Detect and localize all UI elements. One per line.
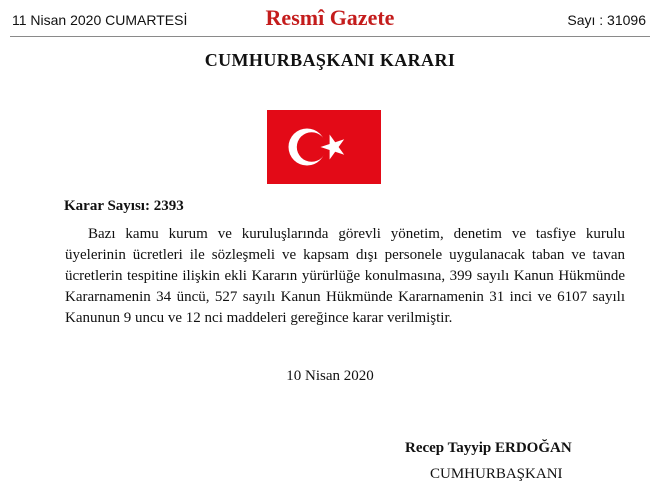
signer-name: Recep Tayyip ERDOĞAN: [405, 440, 572, 456]
gazette-header: [0, 0, 660, 40]
decision-body: Bazı kamu kurum ve kuruluşlarında görevli yönetim, denetim ve tasfiye kurulu üyelerinin ücretleri ile sözleşmeli ve kapsam dışı personele uygulanacak taban ve tavan ücretlerin tespitine ilişkin ekli Kararın yürürlüğe konulmasına, 399 sayılı Kanun Hükmünde Kararnamenin 34 üncü, 527 sayılı Kanun Hükmünde Kararnamenin 31 inci ve 6107 sayılı Kanunun 9 uncu ve 12 nci maddeleri gereğince karar verilmiştir.: [65, 226, 625, 326]
gazette-title: Resmî Gazete: [265, 5, 395, 30]
decision-date: 10 Nisan 2020: [286, 368, 374, 384]
issue-date: 11 Nisan 2020 CUMARTESİ: [12, 12, 188, 28]
turkish-flag-icon: [267, 110, 381, 184]
signer-title: CUMHURBAŞKANI: [430, 466, 563, 482]
issue-number: Sayı : 31096: [567, 12, 646, 28]
header-divider: [10, 36, 650, 37]
decision-number: Karar Sayısı: 2393: [64, 198, 184, 214]
document-heading: CUMHURBAŞKANI KARARI: [204, 50, 456, 70]
